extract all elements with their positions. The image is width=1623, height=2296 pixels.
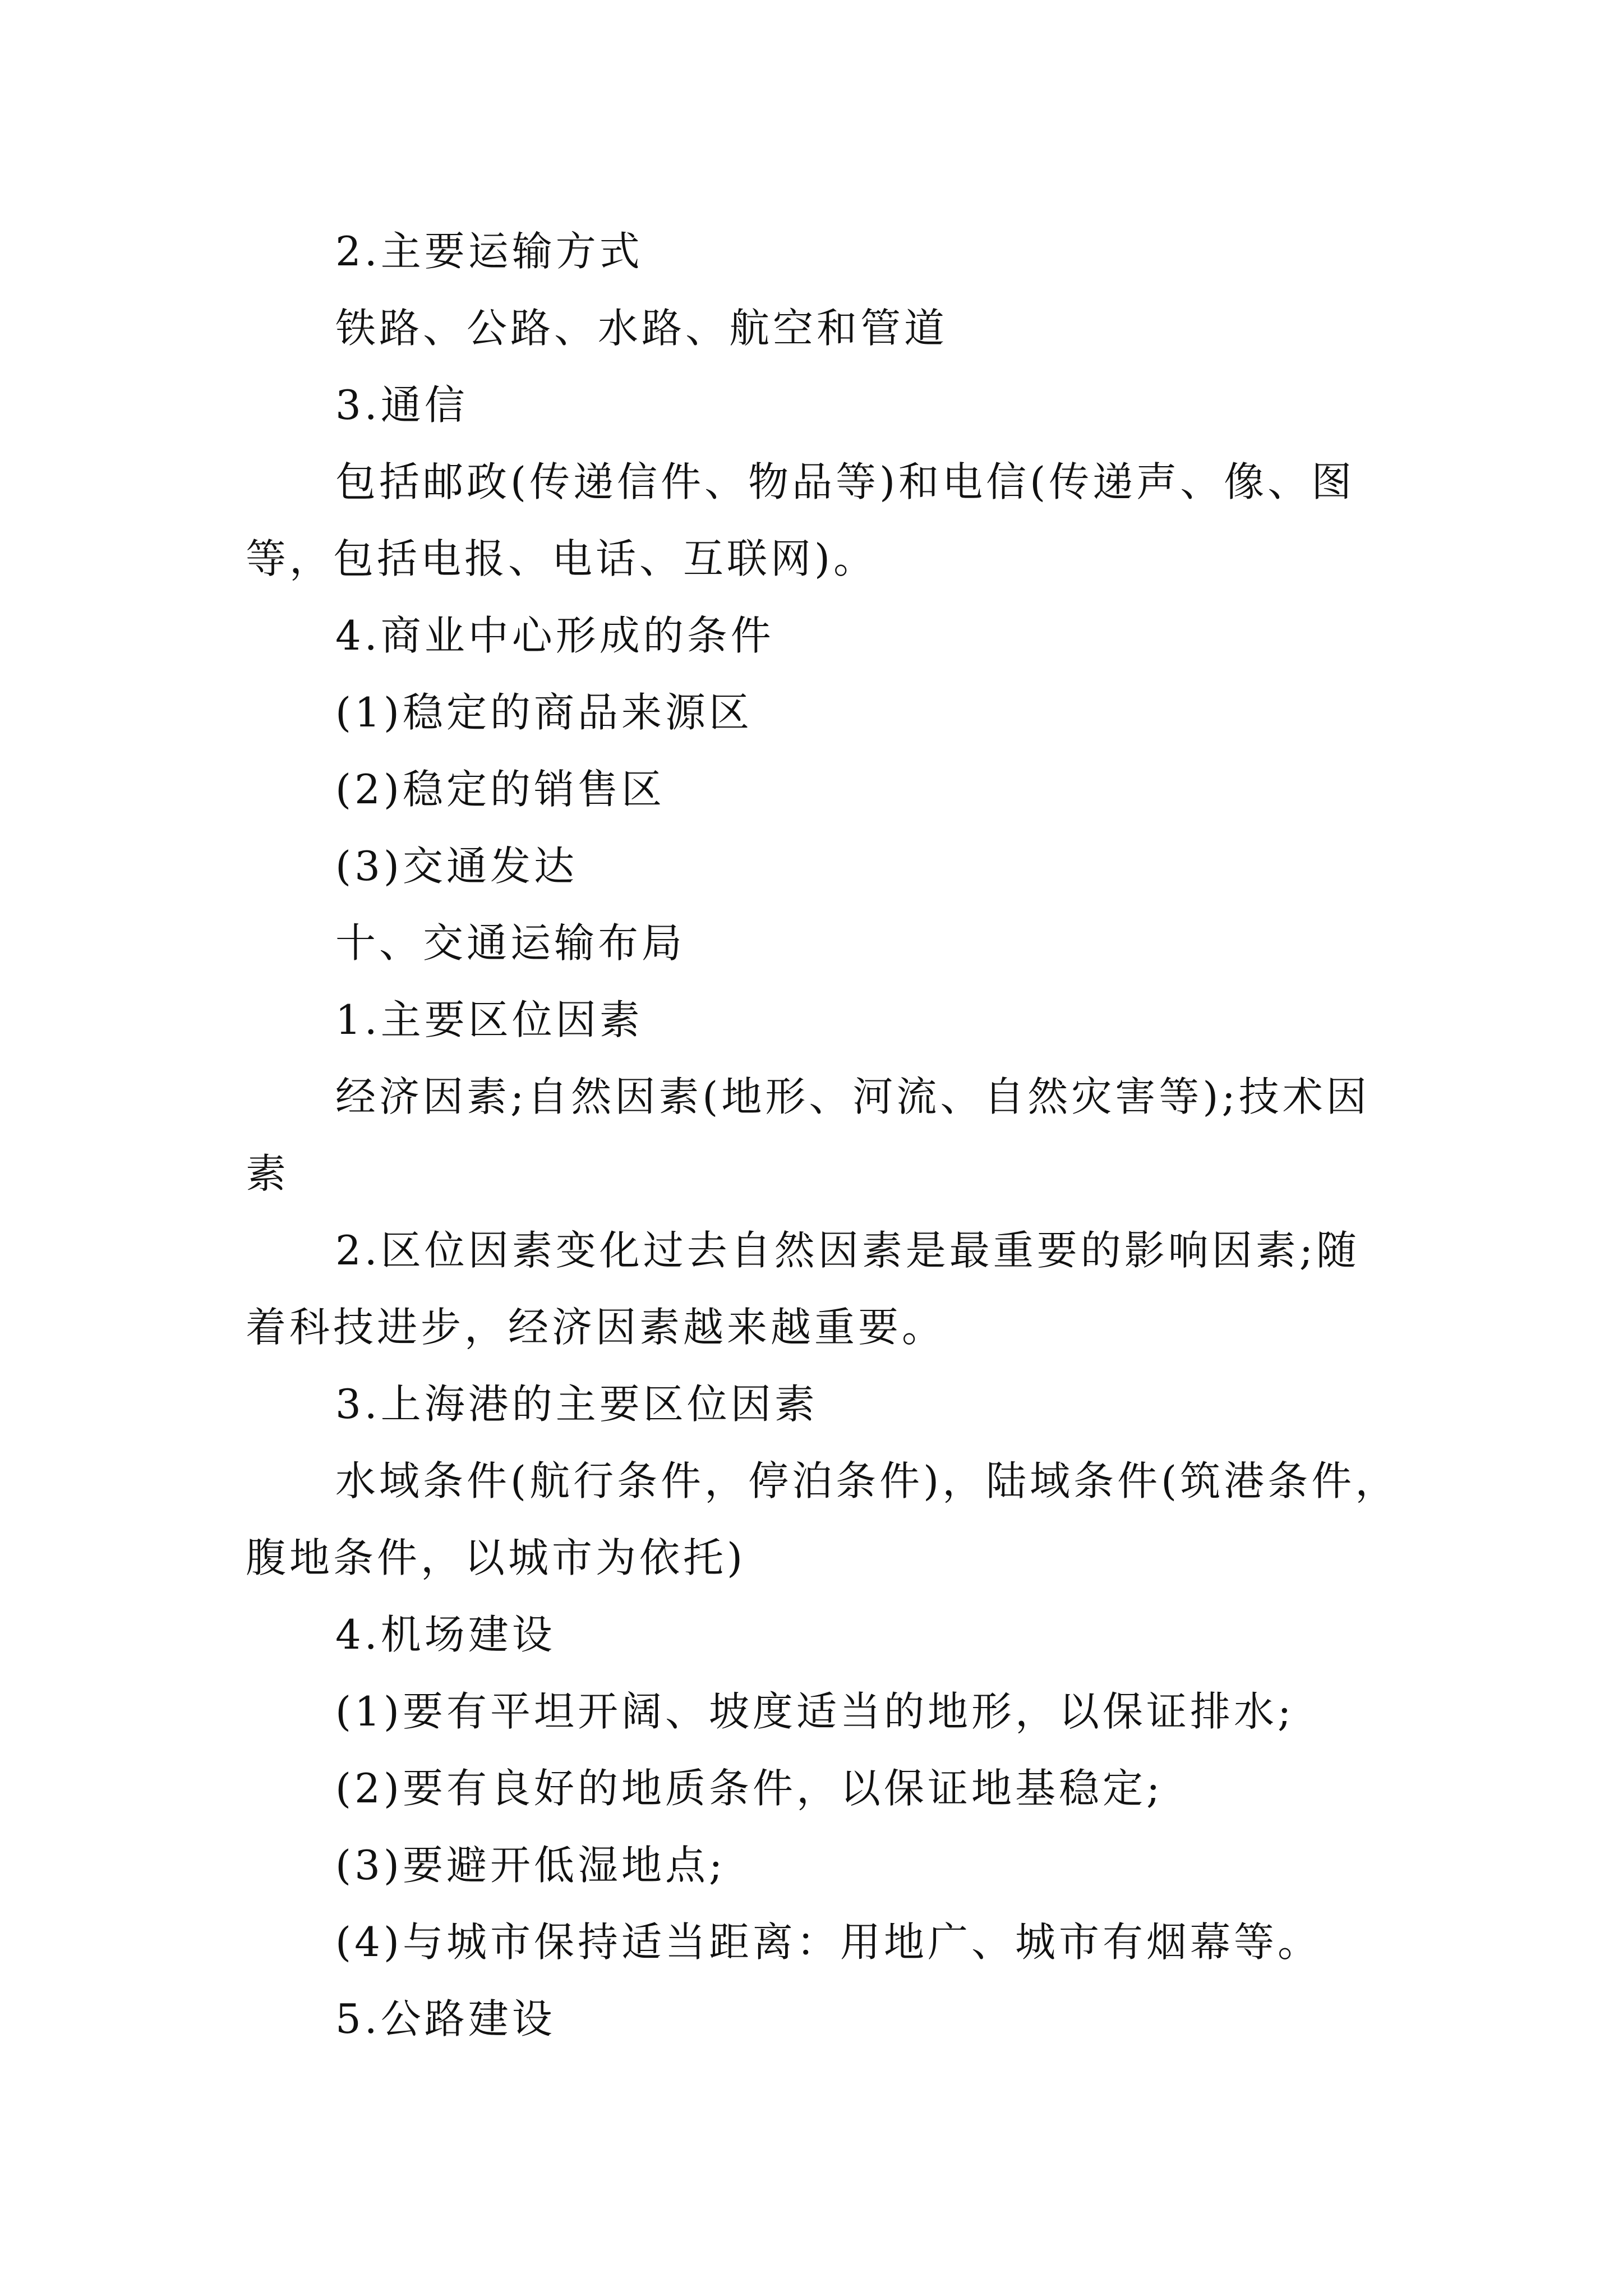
paragraph-shanghai-port-line-2: 腹地条件，以城市为依托) [246, 1534, 746, 1581]
paragraph-location-factors-line-2: 素 [246, 1150, 290, 1197]
heading-commercial-center-conditions: 4.商业中心形成的条件 [335, 612, 774, 659]
paragraph-factor-change-line-2: 着科技进步，经济因素越来越重要。 [246, 1304, 946, 1351]
list-item-airport-1: (1)要有平坦开阔、坡度适当的地形，以保证排水; [335, 1688, 1295, 1735]
paragraph-factor-change-line-1: 2.区位因素变化过去自然因素是最重要的影响因素;随 [335, 1227, 1360, 1274]
paragraph-location-factors-line-1: 经济因素;自然因素(地形、河流、自然灾害等);技术因 [335, 1073, 1370, 1120]
document-body [246, 213, 1399, 2058]
list-item-airport-3: (3)要避开低湿地点; [335, 1842, 726, 1889]
heading-airport-construction: 4.机场建设 [335, 1611, 556, 1658]
paragraph-shanghai-port-line-1: 水域条件(航行条件，停泊条件)，陆域条件(筑港条件， [335, 1457, 1399, 1504]
list-item-commercial-2: (2)稳定的销售区 [335, 766, 665, 813]
heading-shanghai-port: 3.上海港的主要区位因素 [335, 1381, 818, 1428]
paragraph-communication-line-2: 等，包括电报、电话、互联网)。 [246, 535, 878, 582]
heading-communication: 3.通信 [335, 381, 468, 429]
heading-location-factors: 1.主要区位因素 [335, 996, 643, 1043]
heading-main-transport-modes: 2.主要运输方式 [335, 228, 643, 275]
section-heading-transport-layout: 十、交通运输布局 [335, 919, 686, 967]
paragraph-transport-modes: 铁路、公路、水路、航空和管道 [335, 305, 948, 352]
heading-highway-construction: 5.公路建设 [335, 1995, 556, 2042]
list-item-commercial-3: (3)交通发达 [335, 843, 578, 890]
list-item-airport-2: (2)要有良好的地质条件，以保证地基稳定; [335, 1765, 1164, 1812]
list-item-airport-4: (4)与城市保持适当距离：用地广、城市有烟幕等。 [335, 1918, 1321, 1966]
list-item-commercial-1: (1)稳定的商品来源区 [335, 689, 753, 736]
paragraph-communication-line-1: 包括邮政(传递信件、物品等)和电信(传递声、像、图 [335, 458, 1355, 505]
